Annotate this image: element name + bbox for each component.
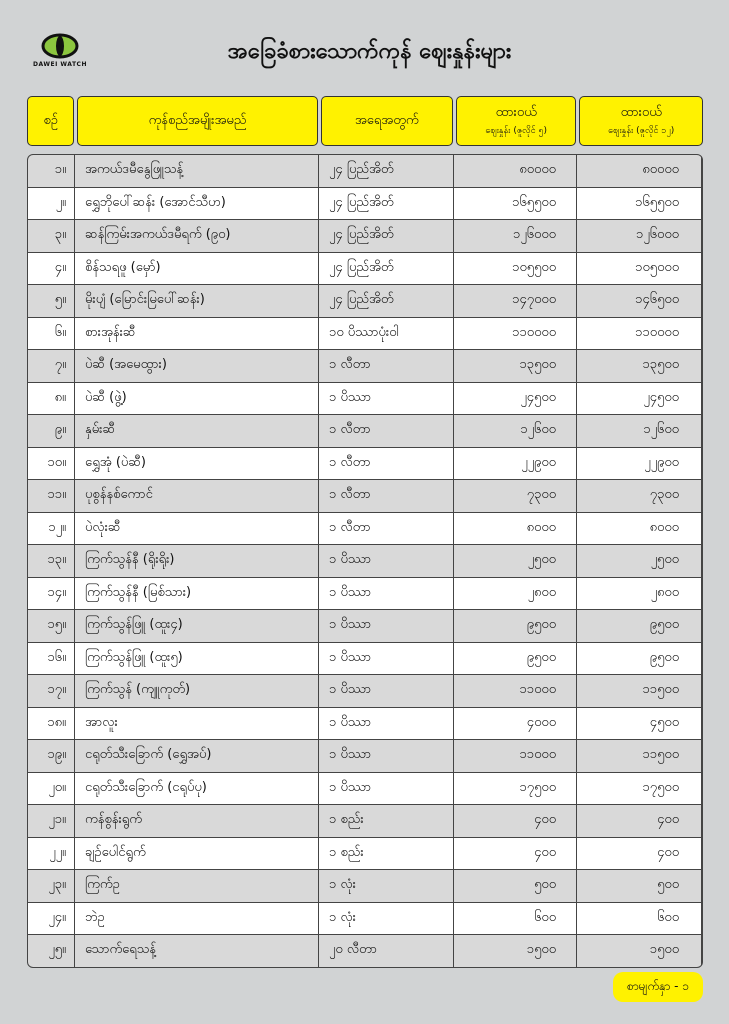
table-row (28, 188, 702, 220)
price-jul12: ၄၅၀၀ (577, 708, 701, 740)
item-name: ချဉ်ပေါင်ရွက် (75, 838, 318, 870)
item-name: စိန်သရဖူ (မှော်) (75, 253, 318, 285)
table-row (28, 773, 702, 805)
price-jul12: ၂၈၀၀ (577, 578, 701, 610)
price-jul12: ၁၁၅၀၀ (577, 675, 701, 707)
row-number: ၁၉။ (28, 740, 74, 772)
table-row (28, 903, 702, 935)
item-unit: ၁ လုံး (319, 903, 453, 935)
table-body (27, 154, 703, 968)
item-unit: ၁ ပိဿာ (319, 545, 453, 577)
item-name: ကန်စွန်းရွက် (75, 805, 318, 837)
price-jul5: ၁၁၀၀၀၀ (454, 318, 576, 350)
item-unit: ၂၄ ပြည်အိတ် (319, 155, 453, 187)
item-name: ကြက်သွန်နီ (မြစ်သား) (75, 578, 318, 610)
item-name: သောက်ရေသန့် (75, 935, 318, 967)
item-name: နှမ်းဆီ (75, 415, 318, 447)
row-number: ၇။ (28, 350, 74, 382)
price-jul12: ၁၂၆၀၀၀ (577, 220, 701, 252)
price-jul12: ၁၁၅၀၀ (577, 740, 701, 772)
item-name: ဘဲဥ (75, 903, 318, 935)
table-header (27, 96, 703, 146)
row-number: ၃။ (28, 220, 74, 252)
price-jul5: ၄၀၀၀ (454, 708, 576, 740)
item-unit: ၁ ပိဿာ (319, 708, 453, 740)
item-unit: ၁ လုံး (319, 870, 453, 902)
price-jul5: ၂၈၀၀ (454, 578, 576, 610)
item-unit: ၂၀ လီတာ (319, 935, 453, 967)
item-unit: ၂၄ ပြည်အိတ် (319, 220, 453, 252)
price-jul12: ၁၇၅၀၀ (577, 773, 701, 805)
table-row (28, 513, 702, 545)
row-number: ၂၁။ (28, 805, 74, 837)
price-jul12: ၁၅၀၀ (577, 935, 701, 967)
table-row (28, 643, 702, 675)
price-jul12: ၈၀၀၀၀ (577, 155, 701, 187)
row-number: ၉။ (28, 415, 74, 447)
table-row (28, 675, 702, 707)
header-name: ကုန်စည်အမျိုးအမည် (77, 96, 317, 146)
header-unit: အရေအတွက် (321, 96, 453, 146)
item-name: စားအုန်းဆီ (75, 318, 318, 350)
item-unit: ၁ ပိဿာ (319, 610, 453, 642)
price-jul5: ၄၀၀ (454, 838, 576, 870)
item-unit: ၁ လီတာ (319, 415, 453, 447)
table-row (28, 708, 702, 740)
price-jul5: ၁၃၅၀၀ (454, 350, 576, 382)
item-unit: ၁ လီတာ (319, 480, 453, 512)
item-name: ရွှေအုံ (ပဲဆီ) (75, 448, 318, 480)
price-jul12: ၈၀၀၀ (577, 513, 701, 545)
item-name: ကြက်သွန်ဖြူ (ထူး၄) (75, 610, 318, 642)
row-number: ၂၃။ (28, 870, 74, 902)
item-name: ကြက်သွန်နီ (ရိုးရိုး) (75, 545, 318, 577)
table-row (28, 870, 702, 902)
item-name: ငရုတ်သီးခြောက် (ငရုပ်ပု) (75, 773, 318, 805)
price-jul12: ၁၀၅၀၀၀ (577, 253, 701, 285)
price-jul12: ၂၅၀၀ (577, 545, 701, 577)
header-price-jul5: ထားဝယ် ဈေးနှုန်း (ဇူလိုင် ၅) (456, 96, 577, 146)
table-row (28, 285, 702, 317)
price-jul5: ၅၀၀ (454, 870, 576, 902)
row-number: ၅။ (28, 285, 74, 317)
table-row (28, 545, 702, 577)
price-jul12: ၁၆၅၅၀၀ (577, 188, 701, 220)
logo-text: DAWEI WATCH (33, 61, 87, 68)
table-row (28, 838, 702, 870)
price-jul5: ၁၂၆၀၀ (454, 415, 576, 447)
price-jul12: ၄၀၀ (577, 838, 701, 870)
table-row (28, 610, 702, 642)
table-row (28, 415, 702, 447)
price-jul5: ၁၁၀၀၀ (454, 740, 576, 772)
item-name: ကြက်ဥ (75, 870, 318, 902)
price-jul5: ၁၄၇၀၀၀ (454, 285, 576, 317)
item-unit: ၁ လီတာ (319, 448, 453, 480)
price-jul12: ၁၄၆၅၀၀ (577, 285, 701, 317)
item-name: ဆန်ကြမ်းအကယ်ဒမီရက် (၉၀) (75, 220, 318, 252)
price-jul12: ၁၂၆၀၀ (577, 415, 701, 447)
item-unit: ၁ ပိဿာ (319, 740, 453, 772)
price-jul5: ၁၀၅၅၀၀ (454, 253, 576, 285)
price-jul12: ၅၀၀ (577, 870, 701, 902)
item-name: ငရုတ်သီးခြောက် (ရွှေအပ်) (75, 740, 318, 772)
header-no: စဉ် (27, 96, 74, 146)
item-name: ပဲဆီ (အမေထွား) (75, 350, 318, 382)
price-jul5: ၁၇၅၀၀ (454, 773, 576, 805)
price-jul5: ၂၅၀၀ (454, 545, 576, 577)
table-row (28, 805, 702, 837)
item-name: အာလူး (75, 708, 318, 740)
row-number: ၁၆။ (28, 643, 74, 675)
price-jul12: ၇၃၀၀ (577, 480, 701, 512)
price-table (27, 96, 703, 968)
price-jul5: ၁၅၀၀ (454, 935, 576, 967)
item-unit: ၂၄ ပြည်အိတ် (319, 253, 453, 285)
price-jul5: ၉၅၀၀ (454, 610, 576, 642)
item-unit: ၁ ပိဿာ (319, 578, 453, 610)
price-jul5: ၁၂၆၀၀၀ (454, 220, 576, 252)
price-jul12: ၉၅၀၀ (577, 643, 701, 675)
table-row (28, 578, 702, 610)
page-number: စာမျက်နှာ - ၁ (613, 972, 703, 1002)
row-number: ၁၅။ (28, 610, 74, 642)
row-number: ၂။ (28, 188, 74, 220)
item-unit: ၂၄ ပြည်အိတ် (319, 188, 453, 220)
item-name: ပဲဆီ (ဖွဲ့) (75, 383, 318, 415)
page-title: အခြေခံစားသောက်ကုန် ဈေးနှုန်းများ (227, 39, 512, 64)
row-number: ၁၁။ (28, 480, 74, 512)
price-jul12: ၂၂၉၀၀ (577, 448, 701, 480)
price-jul5: ၁၁၀၀၀ (454, 675, 576, 707)
price-jul12: ၂၄၅၀၀ (577, 383, 701, 415)
row-number: ၂၂။ (28, 838, 74, 870)
item-name: ပဲလုံးဆီ (75, 513, 318, 545)
row-number: ၁၃။ (28, 545, 74, 577)
item-unit: ၁ စည်း (319, 838, 453, 870)
price-jul5: ၈၀၀၀ (454, 513, 576, 545)
item-unit: ၁ စည်း (319, 805, 453, 837)
table-row (28, 155, 702, 187)
row-number: ၂၄။ (28, 903, 74, 935)
header-price-jul12: ထားဝယ် ဈေးနှုန်း (ဇူလိုင် ၁၂) (579, 96, 703, 146)
price-jul12: ၁၁၀၀၀၀ (577, 318, 701, 350)
item-name: ပုစွန်နစ်ကောင် (75, 480, 318, 512)
row-number: ၈။ (28, 383, 74, 415)
price-jul12: ၁၃၅၀၀ (577, 350, 701, 382)
item-name: ကြက်သွန် (ကျူကုတ်) (75, 675, 318, 707)
row-number: ၁၄။ (28, 578, 74, 610)
price-jul5: ၄၀၀ (454, 805, 576, 837)
row-number: ၄။ (28, 253, 74, 285)
row-number: ၆။ (28, 318, 74, 350)
price-jul12: ၄၀၀ (577, 805, 701, 837)
table-row (28, 318, 702, 350)
item-unit: ၁ ပိဿာ (319, 383, 453, 415)
price-jul5: ၈၀၀၀၀ (454, 155, 576, 187)
table-row (28, 740, 702, 772)
price-jul5: ၂၄၅၀၀ (454, 383, 576, 415)
price-jul5: ၁၆၅၅၀၀ (454, 188, 576, 220)
table-row (28, 383, 702, 415)
row-number: ၁၇။ (28, 675, 74, 707)
price-jul12: ၆၀၀ (577, 903, 701, 935)
item-unit: ၁ ပိဿာ (319, 773, 453, 805)
item-unit: ၁ ပိဿာ (319, 643, 453, 675)
item-unit: ၁ ပိဿာ (319, 675, 453, 707)
table-row (28, 350, 702, 382)
row-number: ၂၀။ (28, 773, 74, 805)
item-unit: ၂၄ ပြည်အိတ် (319, 285, 453, 317)
price-jul12: ၉၅၀၀ (577, 610, 701, 642)
row-number: ၁၀။ (28, 448, 74, 480)
table-row (28, 480, 702, 512)
table-row (28, 935, 702, 967)
row-number: ၁။ (28, 155, 74, 187)
item-name: ကြက်သွန်ဖြူ (ထူး၅) (75, 643, 318, 675)
row-number: ၁၂။ (28, 513, 74, 545)
price-jul5: ၉၅၀၀ (454, 643, 576, 675)
row-number: ၁၈။ (28, 708, 74, 740)
table-row (28, 253, 702, 285)
table-row (28, 448, 702, 480)
item-unit: ၁ လီတာ (319, 513, 453, 545)
item-name: ရွှေဘိုပေါ်ဆန်း (အောင်သီဟ) (75, 188, 318, 220)
price-jul5: ၆၀၀ (454, 903, 576, 935)
price-jul5: ၂၂၉၀၀ (454, 448, 576, 480)
item-unit: ၁၀ ပိဿာပုံးဝါ (319, 318, 453, 350)
item-name: မိုးပျံ (မြောင်းမြပေါ်ဆန်း) (75, 285, 318, 317)
table-row (28, 220, 702, 252)
price-jul5: ၇၃၀၀ (454, 480, 576, 512)
item-name: အကယ်ဒမီနွေဖြူသန့် (75, 155, 318, 187)
row-number: ၂၅။ (28, 935, 74, 967)
item-unit: ၁ လီတာ (319, 350, 453, 382)
